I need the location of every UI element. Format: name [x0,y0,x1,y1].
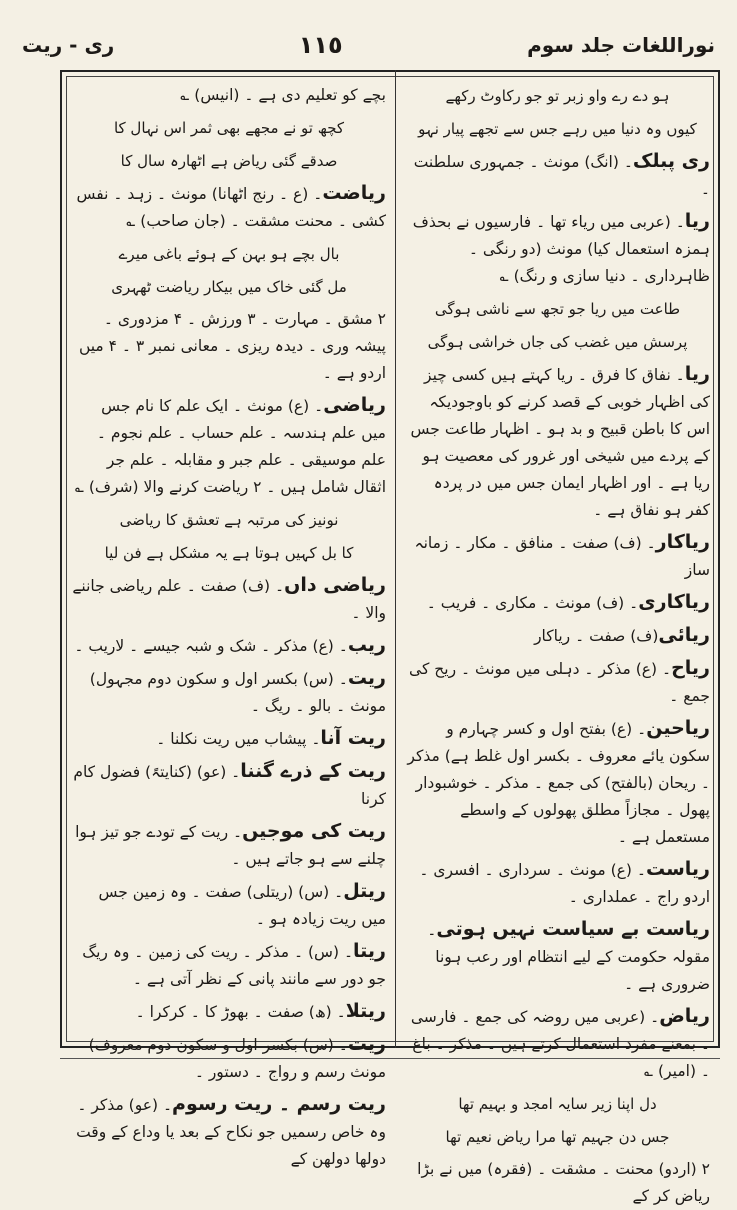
column-divider [395,70,396,1048]
entry-definition: ۔ (س) بکسر اول و سکون دوم معروف) مونث رسم و رواج ۔ دستور ۔ [88,1036,386,1081]
entry-definition: ۔ (ع) مونث ۔ سرداری ۔ افسری ۔ اردو راج ۔ عملداری ۔ [419,861,710,906]
entry-headword: ریاح [671,657,710,679]
entry-headword: ریت [347,1033,386,1055]
dictionary-entry [405,208,710,290]
page-number: ١١٥ [298,31,343,59]
dictionary-entry [72,878,386,933]
dictionary-entry [405,529,710,584]
dictionary-entry [72,180,386,235]
entry-headword: ریتلا [345,1000,386,1022]
entry-definition: ۲ (اردو) محنت ۔ مشقت ۔ (فقرہ) میں نے بڑا ریاض کر کے [417,1160,710,1205]
verse-text: طاعت میں ریا جو تجھ سے ناشی ہوگی [434,300,681,318]
entry-definition: ۔ (س) ۔ مذکر ۔ ریت کی زمین ۔ وہ ریگ جو دور سے مانند پانی کے نظر آتی ہے ۔ [82,943,386,988]
verse-line [72,147,386,175]
entry-headword: ریاست [645,858,710,880]
dictionary-entry [405,856,710,911]
verse-line [72,539,386,567]
verse-line [72,273,386,301]
entry-definition: ۔ (س) بکسر اول و سکون دوم مجہول) مونث ۔ بالو ۔ ریگ ۔ [89,670,386,715]
entry-headword: ریاضی [323,394,386,416]
dictionary-entry [72,998,386,1026]
entry-definition: (ف) صفت ۔ ریاکار [534,627,659,645]
dictionary-entry [405,1003,710,1085]
entry-definition: ۔ (عربی میں روضہ کی جمع ۔ فارسی ۔ بمعنے مفرد استعمال کرتے ہیں ۔ مذکر ۔ باغ ۔ (امیر) ؎ [410,1008,710,1080]
entry-headword: ریت آنا [320,727,386,749]
entry-headword: ری پبلک [632,150,710,172]
dictionary-entry [72,938,386,993]
dictionary-entry [72,725,386,753]
dictionary-entry [72,572,386,627]
entry-definition: بچے کو تعلیم دی ہے ۔ (انیس) ؎ [180,86,386,104]
verse-text: صدقے گئی ریاض ہے اٹھارہ سال کا [120,152,338,170]
entry-definition: ۔ (عو) مذکر ۔ وہ خاص رسمیں جو نکاح کے بعد یا وداع کے وقت دولھا دولھن کے [76,1096,386,1168]
entry-headword: ریاض [659,1005,710,1027]
verse-text: ہو دے رے واو زبر تو جو رکاوٹ رکھے [445,87,670,105]
verse-line [405,295,710,323]
verse-text: نونیز کی مرتبہ ہے تعشق کا ریاضی [119,511,339,529]
entry-definition: ۔ (عو) (کنایتہً) فضول کام کرنا [73,763,386,808]
verse-line [72,506,386,534]
dictionary-entry [72,758,386,813]
verse-text: جس دن جہیم تھا مرا ریاض نعیم تھا [445,1128,670,1146]
verse-line [405,82,710,110]
dictionary-entry [405,916,710,998]
entry-headword: ریت [347,667,386,689]
entry-definition: ۔ نفاق کا فرق ۔ ریا کہتے ہیں کسی چیز کی اظہار خوبی کے قصد کرنے کو باوجودیکہ اس کا باطن قبیح و بد ہو ۔ اظہار طاعت جس کے پردے میں شیخی اور غرور کی معصیت ہو ریا ہے ۔ اور اظہار ایمان جس میں در پردہ کفر ہو نفاق ہے ۔ [410,366,710,519]
dictionary-entry [72,392,386,501]
verse-text: دل اپنا زیر سایہ امجد و بہیم تھا [458,1095,657,1113]
dictionary-entry [72,306,386,387]
verse-line [405,115,710,143]
entry-headword: ریت کی موجیں [242,820,386,842]
entry-definition: ۔ (ف) صفت ۔ علم ریاضی جاننے والا ۔ [72,577,386,622]
verse-line [72,114,386,142]
verse-text: مل گئی خاک میں بیکار ریاضت ٹھہری [111,278,347,296]
dictionary-entry [405,1156,710,1210]
entry-definition: ۔ (ھ) صفت ۔ بھوڑ کا ۔ کرکرا ۔ [135,1003,346,1021]
entry-headword: ریاضی داں [284,574,386,596]
entry-headword: ریاکاری [638,591,710,613]
dictionary-entry [405,361,710,524]
entry-definition: ۔ (ع) مذکر ۔ شک و شبہ جیسے ۔ لاریب ۔ [74,637,348,655]
entry-headword: ریا [684,363,710,385]
right-column [405,82,710,1205]
verse-line [72,240,386,268]
verse-line [405,1123,710,1151]
entry-definition: ۲ مشق ۔ مہارت ۔ ۳ ورزش ۔ ۴ مزدوری ۔ پیشہ وری ۔ دیدہ ریزی ۔ معانی نمبر ۳ ۔ ۴ میں اردو ہے ۔ [78,310,386,382]
entry-headword: ریاحین [646,717,710,739]
dictionary-entry [72,818,386,873]
dictionary-entry [72,632,386,660]
page-header [22,22,715,68]
entry-headword: ریائی [658,624,710,646]
entry-definition: ۔ (ف) مونث ۔ مکاری ۔ فریب ۔ [426,594,639,612]
dictionary-entry [405,715,710,851]
book-title: نوراللغات جلد سوم [527,33,715,57]
entry-definition: ۔ (ف) صفت ۔ منافق ۔ مکار ۔ زمانہ ساز [414,534,710,579]
entry-headword: ریت رسم ۔ ریت رسوم [172,1093,386,1115]
entry-definition: ۔ (انگ) مونث ۔ جمہوری سلطنت ۔ [413,153,710,198]
entry-headword: ریاست بے سیاست نہیں ہوتی [436,918,710,940]
verse-text: کیوں وہ دنیا میں رہے جس سے تجھے پیار نہو [418,120,697,138]
entry-definition: ۔ (ع) مذکر ۔ دہلی میں مونث ۔ ریح کی جمع ۔ [409,660,710,705]
entry-definition: ۔ پیشاب میں ریت نکلنا ۔ [156,730,321,748]
entry-definition: ۔ ریت کے تودے جو تیز ہوا چلنے سے ہو جاتے ہیں ۔ [75,823,386,868]
entry-headword: ریتل [343,880,386,902]
verse-text: بال بچے ہو بہن کے ہوئے باغی میرے [118,245,340,263]
dictionary-entry [72,665,386,720]
dictionary-entry [405,655,710,710]
entry-headword: ریت کے ذرے گننا [240,760,386,782]
dictionary-entry [405,622,710,650]
header-keyword: ری - ریت [22,33,115,57]
verse-text: کچھ تو نے مجھے بھی ثمر اس نہال کا [113,119,345,137]
verse-line [405,328,710,356]
entry-definition: ۔ (س) (ریتلی) صفت ۔ وہ زمین جس میں ریت زیادہ ہو ۔ [98,883,386,928]
entry-definition: ۔ (ع) مونث ۔ ایک علم کا نام جس میں علم ہندسہ ۔ علم حساب ۔ علم نجوم ۔ علم موسیقی ۔ علم جبر و مقابلہ ۔ علم جر اثقال شامل ہیں ۔ ۲ ریاضت کرنے والا (شرف) ؎ [74,397,386,496]
dictionary-entry [72,1091,386,1173]
dictionary-entry [405,589,710,617]
dictionary-entry [405,148,710,203]
entry-definition: ۔ (عربی میں ریاء تھا ۔ فارسیوں نے بحذف ہمزہ استعمال کیا) مونث (دو رنگی ۔ ظاہرداری ۔ دنیا سازی و رنگ) ؎ [412,213,710,285]
entry-headword: ریتا [353,940,386,962]
entry-headword: ریاضت [322,182,386,204]
entry-headword: ریب [347,634,386,656]
entry-definition: ۔ (ع ۔ رنج اٹھانا) مونث ۔ زہد ۔ نفس کشی ۔ محنت مشقت ۔ (جان صاحب) ؎ [76,185,386,230]
entry-headword: ریا [684,210,710,232]
verse-text: پرسش میں غضب کی جاں خراشی ہوگی [427,333,688,351]
verse-line [405,1090,710,1118]
entry-definition: ۔ مقولہ حکومت کے لیے انتظام اور رعب ہونا ضروری ہے ۔ [427,921,710,993]
verse-text: کا بل کہیں ہوتا ہے یہ مشکل ہے فن لیا [104,544,354,562]
entry-headword: ریاکار [655,531,710,553]
left-column [72,82,386,1168]
dictionary-entry [72,82,386,109]
entry-definition: ۔ (ع) بفتح اول و کسر چہارم و سکون یائے معروف ۔ بکسر اول غلط ہے) مذکر ۔ ریحان (بالفتح) کی جمع ۔ مذکر ۔ خوشبودار پھول ۔ مجازاً مطلق پھولوں کے واسطے مستعمل ہے ۔ [407,720,710,846]
bottom-rule [60,1058,720,1059]
